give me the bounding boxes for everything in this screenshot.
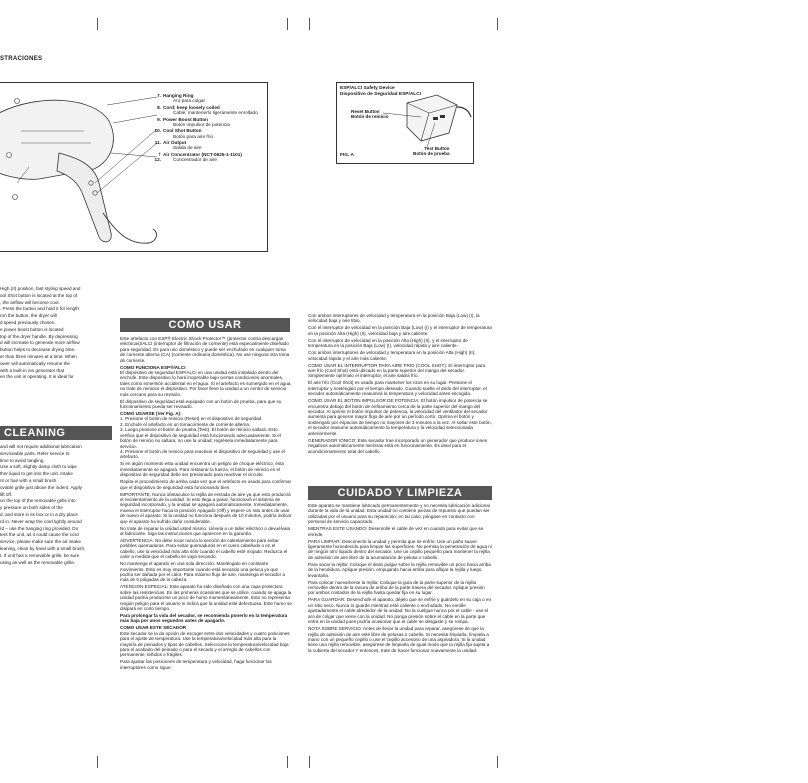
fragment-line: serviceable parts. Refer service to: [0, 450, 70, 456]
fragment-line: ool Shot button is located at the top of: [0, 292, 78, 298]
fragment-line: on the top of the removable grille into: [0, 498, 76, 504]
fragment-line: en the unit is operating. It is ideal for: [0, 374, 74, 380]
crop-mark: [287, 756, 288, 768]
fragment-line: rd – use the hanging ring provided. Do: [0, 525, 79, 531]
fragment-line: d, and store in its box or in a dry place.: [0, 511, 79, 517]
paragraph: MIENTRAS ESTE USANDO: Desenrolle el cable de vez en cuando para evitar que se enrede.: [308, 526, 484, 537]
paragraph: El dispositivo de seguridad ESP/ALCI en una unidad está instalado dentro del enchufe. Este dispositivo lo hará inoperable bajo ciertas condiciones anormales, tales como inmersión accidental en el agua. Si el artefacto es sumergido en el agua, no trate de reiniciar el dispositivo. Por favor lleve la unidad a un centro de servicio más cercano para su revisión.: [120, 370, 292, 397]
fragment-line: t. If unit has a removable grille, be sure: [0, 552, 80, 558]
fragment-line: y pressure on both sides of the: [0, 505, 63, 511]
alci-title: ESP/ALCI Safety Device: [340, 86, 395, 91]
paragraph: NOTA SOBRE SERVICIO: Antes de llevar la unidad para reparar, asegúrese de que la rejilla de admisión de aire esté libre de pelusas o cabello. Si necesita limpiarla, límpiela a mano con un pequeño cepillo o use el cepillo accesorio de una aspiradora. Si la unidad tiene una rejilla removible, asegúrese de limpiarla de igual modo que la rejilla fija sujeta a la cubierta del secador Y entonces, trate de hacer funcionar nuevamente la unidad.: [308, 626, 490, 653]
paragraph: Este secador se la da opción de escoger entre dos velocidades y cuatro posiciones para el ajuste de temperatura. Use la temperatura/velocidad más alta para la mayoría de peinados y tipos de cabellos. Seleccione la temperatura/velocidad baja para el acabado del peinado o para el secado y el arreglo de cabellos con permanente, teñidos o frágiles.: [120, 630, 290, 658]
reset-button-label: Reset Button: [351, 109, 380, 114]
cuidado-banner: CUIDADO Y LIMPIEZA: [308, 486, 492, 500]
paragraph: COMO USAR EL INTERRUPTOR PARA AIRE FRIO (COOL SHOT): El interruptor para aire frío (Cool Shot) está ubicado en la parte superior del mango del secador. Simplemente oprímalo el interruptor, el aire saldrá frío.: [308, 362, 486, 379]
paragraph: Con ambos interruptores de velocidad y temperatura en la posición Alta (High) (II), velocidad rápida y el aire más caliente.: [308, 350, 476, 361]
fragment-line: er than three minutes at a time. When: [0, 353, 77, 359]
list-item: 4. Presione el botón de reinicio para reactivar el dispositivo de seguridad y use el artefacto.: [120, 448, 285, 460]
paragraph: COMO USAR ESTE SECADOR: [120, 625, 187, 631]
como-usar-banner: COMO USAR: [120, 318, 290, 332]
paragraph: ADVERTENCIA: No debe tocar nunca la sección de calentamiento para evitar posibles quemaduras. Para evitar quemaduras en el cuero cabelludo o en el cabello, use la velocidad más alta sólo cuando el cabello esté mojado. Reduzca el calor a medida que el cabello se vaya secando.: [120, 537, 288, 560]
english-column-top: [0, 286, 114, 381]
callout-8: 8. Cord; keep loosely coiled Cable; mantenerlo ligeramente enrollado: [157, 104, 258, 116]
paragraph: COMO FUNCIONA ESP®/ALCI: [120, 364, 186, 370]
crop-mark: [97, 18, 98, 30]
fragment-line: High (II) position, fast styling speed and: [0, 286, 81, 291]
fragment-line: ther liquid to get into the unit. Intake: [0, 471, 73, 477]
fragment-line: using as well as the removable grille.: [0, 559, 76, 565]
reset-button-label-es: Botón de reinicio: [351, 114, 389, 120]
crop-mark: [309, 756, 310, 768]
paragraph: Con ambos interruptores de velocidad y temperatura en la posición Baja (Low) (I), la velocidad baja y aire tibio.: [308, 313, 480, 324]
fragment-line: button helps to decrease drying time.: [0, 347, 76, 353]
list-item: 2. Enchufe el artefacto en un tomacorriente de corriente alterna.: [120, 421, 251, 427]
crop-mark: [287, 18, 288, 30]
paragraph: Si en algún momento esta unidad encuentra un peligro de choque eléctrico, ésta inmediatamente se apagará. Para restaurar la fuerza, el botón de reinicio en el dispositivo de seguridad debe ser presionado para reactivar el circuito.: [120, 461, 284, 478]
right-column-top: [308, 313, 492, 456]
paragraph: Con el interruptor de velocidad en la posición Baja (Low) (I) y el interruptor de temperatura en la posición Alta (High) (II), velocidad baja y aire caliente.: [308, 325, 492, 336]
fragment-line: nt or hair with a small brush.: [0, 477, 58, 483]
hair-dryer-illustration: [0, 83, 169, 251]
callout-12: † 12. Air Concentrator (NCT-0625-1-1101) Concentrador de aire: [154, 151, 242, 163]
como-usar-column: [120, 336, 292, 672]
fragment-line: ovable grille just above the indent. Apply: [0, 484, 82, 490]
fragment-line: ters the unit, as it could cause the cord: [0, 532, 79, 538]
paragraph: GENERADOR IONICO: Este secador trae incorporado un generador que produce iones negativos automáticamente mientras está en funcionamiento. Es ideal para el acondicionamiento total del cabello: [308, 437, 487, 454]
right-column-bottom: [308, 503, 492, 655]
crop-mark: [97, 756, 98, 768]
fragment-line: rd in. Never wrap the cord tightly around: [0, 518, 82, 524]
fragment-line: with a built-in ion generator that: [0, 367, 65, 373]
paragraph: No trate de reparar la unidad usted mismo. Llévela a un taller eléctrico o devuélvala al fabricante. Siga las instrucciones que aparecen en la garantía.: [120, 525, 291, 536]
fragment-line: time to avoid tangling.: [0, 457, 45, 463]
crop-mark: [497, 18, 498, 30]
crop-mark: [497, 756, 498, 768]
paragraph: Repita el procedimiento de arriba cada vez que el artefacto es usado para confirmar que el dispositivo de seguridad está funcionando bien.: [120, 479, 292, 490]
paragraph: Este artefacto con ESP® Electric Shock Protector™ (protector contra descargas eléctricas)/ALCI (interruptor de filtración de corriente) está especialmente diseñado para seguridad. Es para uso doméstico y puede ser enchufado en cualquier toma de corriente alterna (CA) (corriente ordinaria doméstica). No use ninguna otra toma de corriente.: [120, 336, 290, 363]
paragraph: PARA GUARDAR: Desenchufe el aparato, déjelo que se enfríe y guárdelo en su caja o en un sitio seco. Nunca lo guarde mientras esté caliente o enchufado. No enrolle ajustadamente el cable alrededor de la unidad. No la cuelgue nunca por el cable - use el aro de colgar que viene con la unidad. No ponga presión sobre el cable en la parte que entra en la unidad pues podría ocasionar que el cable se desgaste y se rompa.: [308, 597, 492, 625]
paragraph: Este aparato se mantiene lubricado permanentemente y no necesita lubricación adicional durante la vida de la unidad. Esta unidad no contiene piezas de repuesto que puedan ser utilizadas por el usuario para su reparación; en tal caso, póngase en contacto con personal de servicio capacitado.: [308, 503, 490, 525]
paragraph: COMO USAR EL BOTON IMPULSOR DE POTENCIA: El botón impulsor de potencia se encuentra debajo del botón de enfriamiento cerca de la parte superior del mango del secador. Al oprimir el botón impulsor de potencia, la velocidad del ventilador del secador aumenta para generar mayor flujo de aire por un período corto. Oprima el botón y sosténgalo por espacios de tiempo no mayores de 3 minutos a la vez. Al soltar este botón, el secador reasume automáticamente la temperatura y la velocidad seleccionada anteriormente.: [308, 398, 492, 436]
crop-mark: [309, 18, 310, 30]
cleaning-banner: CLEANING: [0, 426, 112, 440]
alci-title-es: Dispositivo de Seguridad ESP/ALCI: [340, 91, 422, 97]
fragment-line: top of the dryer handle. By depressing: [0, 333, 78, 339]
fragment-line: leaning, clean by hand with a small brush,: [0, 545, 86, 551]
callout-10: 10. Cool Shot Button Botón para aire frío: [154, 128, 214, 139]
paragraph: COMO USARSE (Ver Fig. A):: [120, 411, 182, 417]
fragment-line: Use a soft, slightly damp cloth to wipe: [0, 464, 77, 470]
callout-list: [151, 93, 263, 164]
paragraph: El aire frío (Cool Shot) es usado para mantener los rizos en su lugar. Presione el interruptor y sosténgalo por el tiempo deseado. Cuando suelte el dedo del interruptor, el secador automáticamente reasumirá la temperatura y velocidad antes escogida.: [308, 380, 487, 397]
fig-label: FIG. A: [340, 153, 354, 158]
test-button-label: Test Button: [424, 146, 450, 151]
fragment-line: service, please make sure the air intake: [0, 539, 81, 545]
paragraph: Con el interruptor de velocidad en la posición Alta (High) (II), y el interruptor de temperatura en la posición Baja (Low) (I), velocidad rápida y aire caliente.: [308, 337, 468, 349]
paragraph: Para colocar nuevamente la rejilla: Coloque la guía de la parte superior de la rejilla removible dentro de la ranura de arriba de la parte trasera del secador. Aplique presión por ambos costados de la rejilla hasta quedar fija en su lugar.: [308, 579, 485, 596]
callout-7: 7. Hanging Ring Aro para colgar: [157, 93, 206, 104]
list-item: 3. Luego presione el botón de prueba (Test). El botón de reinicio saltará. Esto verifica que el dispositivo de seguridad está funcionando adecuadamente. Si el botón de reinicio no saltara, no use la unidad; regrésela inmediatamente para servicio.: [120, 427, 281, 449]
paragraph: Para prolongar la vida del secador, se recomienda ponerlo en la temperatura más baja por unos segundos antes de apagarlo.: [120, 613, 288, 624]
fragment-line: . Press the button and hold it for length: [0, 306, 79, 312]
callout-11: 11. Air Output Salida de aire: [154, 140, 202, 151]
header-label: STRACIONES: [0, 56, 43, 62]
paragraph: IMPORTANTE: Nunca obstaculice la rejilla de entrada de aire ya que esto producirá el recalentamiento de la unidad. Si esto llega a pasar, funcionará el sistema de seguridad incorporado, y la unidad se apagará automáticamente. Inmediatamente, mueva el interruptor hacia la posición Apagado (Off) y espere un rato antes de usar de nuevo el aparato. Si la unidad no funciona después de 10 minutos, podría indicar que el aparato ha sufrido daño considerable.: [120, 491, 292, 524]
english-column-bottom: [0, 444, 114, 566]
plug-illustration: [337, 83, 473, 163]
fragment-line: , the airflow will become cool.: [0, 299, 60, 305]
fragment-line: ron the button, the dryer will: [0, 313, 57, 319]
fragment-line: ower will automatically resume the: [0, 360, 70, 366]
callout-9: 9. Power Boost Button Botón impulsor de potencia: [157, 116, 230, 127]
paragraph: Para sacar la rejilla: Coloque el dedo pulgar sobre la rejilla removible un poco hacia arriba de la hendidura. Aplique presión, empujando hacia arriba para aflojar la rejilla y luego levantarla.: [308, 561, 491, 578]
paragraph: Para ajustar las posiciones de temperatura y velocidad, haga funcionar los interruptores como sigue:: [120, 659, 272, 670]
fragment-line: and will not require additional lubrication: [0, 444, 82, 449]
fragment-line: e power boost button is located: [0, 326, 64, 332]
test-button-label-es: Botón de prueba: [413, 151, 450, 157]
paragraph: ATENCION ESPECIAL: Este aparato ha sido diseñado con una capa protectora sobre las resistencias. En las primeras ocasiones que se utilice, cuando se apaga la unidad podría producirse un poco de humo momentáneamente. Esto no representa ningún peligro para el usuario ni indica que la unidad esté defectuosa. Este humo se disipará en corto tiempo.: [120, 584, 292, 612]
fragment-line: d will increase to generate more airflow: [0, 340, 80, 346]
fragment-line: d speed previously chosen.: [0, 319, 56, 325]
dryer-diagram: [0, 82, 268, 252]
fragment-line: lift off.: [0, 491, 13, 497]
alci-figure: [336, 82, 474, 164]
paragraph: No mantenga el aparato en una sola dirección. Manténgalo en constante movimiento. Esto es muy importante cuando está secando una peluca ya que podría ser dañada por el calor. Para máximo flujo de aire, mantenga el secador a más de 6 pulgadas de la cabeza.: [120, 561, 285, 583]
paragraph: El dispositivo de seguridad está equipado con un botón de prueba, para que su funcionamiento pueda ser revisado.: [120, 398, 282, 410]
list-item: 1. Presione el botón de reinicio (Reset) en el dispositivo de seguridad.: [120, 416, 263, 422]
paragraph: PARA LIMPIAR: Desconecte la unidad y permita que se enfríe. Use un paño suave ligeramente humedecido para limpiar las superficies. No permita la penetración de agua ni de ningún otro líquido dentro del secador. Use un cepillo pequeño para mantener la rejilla de admisión de aire libre de la acumulación de pelusa o cabello.: [308, 538, 492, 560]
